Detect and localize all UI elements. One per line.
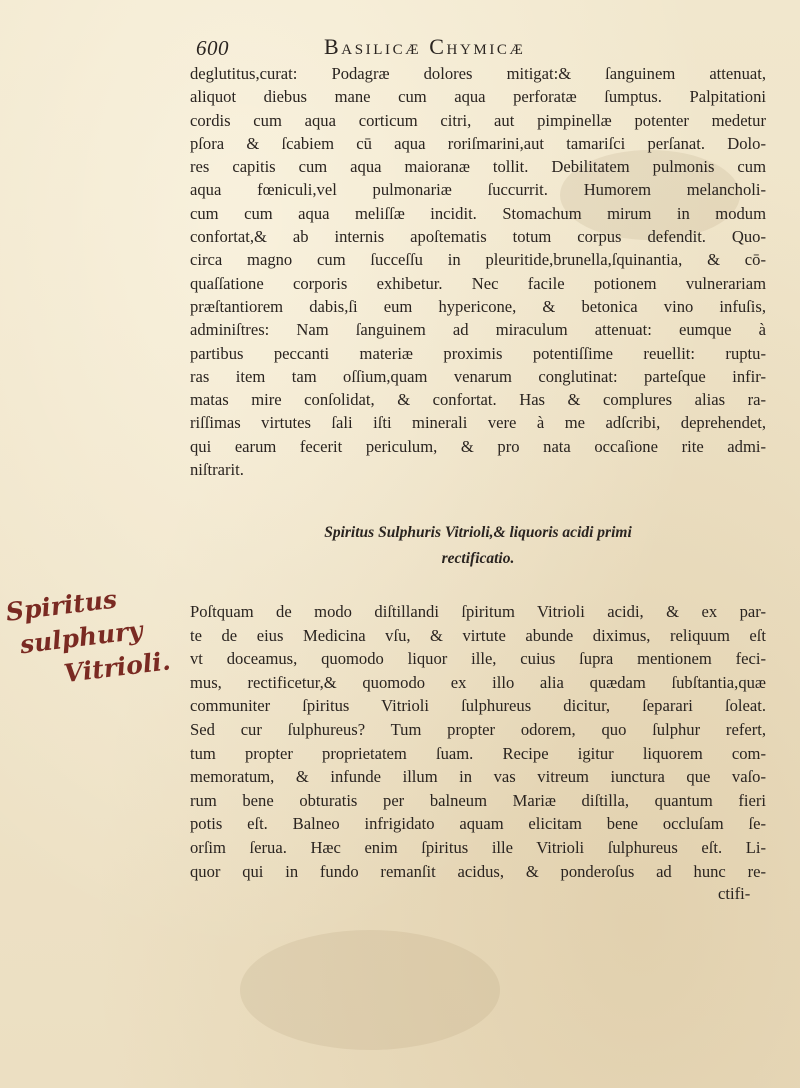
section-heading-line: Spiritus Sulphuris Vitrioli,& liquoris acidi primi	[324, 524, 632, 541]
text-line: quor qui in fundo remanſit acidus, & ponderoſus ad hunc re-	[190, 861, 766, 881]
text-line: partibus peccanti materiæ proximis potentiſſime reuellit: ruptu-	[190, 343, 766, 363]
text-line: præſtantiorem dabis,ſi eum hypericone, & betonica vino infuſis,	[190, 296, 766, 316]
text-line: potis eſt. Balneo infrigidato aquam elicitam bene occluſam ſe-	[190, 814, 766, 834]
text-line: orſim ſerua. Hæc enim ſpiritus ille Vitrioli ſulphureus eſt. Li-	[190, 837, 766, 857]
text-line: te de eius Medicina vſu, & virtute abunde diximus, reliquum eſt	[190, 625, 766, 645]
text-line: ras item tam oſſium,quam venarum conglutinat: parteſque infir-	[190, 366, 766, 386]
text-line: aliquot diebus mane cum aqua perforatæ ſumptus. Palpitationi	[190, 87, 766, 107]
text-line: Sed cur ſulphureus? Tum propter odorem, quo ſulphur refert,	[190, 719, 766, 739]
paragraph-2	[190, 600, 766, 883]
text-line: res capitis cum aqua maioranæ tollit. Debilitatem pulmonis cum	[190, 157, 766, 177]
text-line: cum cum aqua meliſſæ incidit. Stomachum mirum in modum	[190, 203, 766, 223]
text-line: communiter ſpiritus Vitrioli ſulphureus dicitur, ſeparari ſoleat.	[190, 696, 766, 716]
page-header	[192, 34, 622, 64]
text-line: aqua fœniculi,vel pulmonariæ ſuccurrit. Humorem melancholi-	[190, 180, 766, 200]
text-line: mus, rectificetur,& quomodo ex illo alia quædam ſubſtantia,quæ	[190, 672, 766, 692]
text-line: riſſimas virtutes ſali iſti minerali vere à me adſcribi, deprehendet,	[190, 413, 766, 433]
text-line: Poſtquam de modo diſtillandi ſpiritum Vitrioli acidi, & ex par-	[190, 602, 766, 621]
text-line: tum propter proprietatem ſuam. Recipe igitur liquorem com-	[190, 743, 766, 763]
text-line: niſtrarit.	[190, 460, 244, 480]
marginal-note-line: sulphury	[18, 615, 145, 660]
text-line: pſora & ſcabiem cū aqua roriſmarini,aut tamariſci perſanat. Dolo-	[190, 133, 766, 153]
page-number: 600	[196, 36, 229, 60]
text-line: confortat,& ab internis apoſtematis totum corpus defendit. Quo-	[190, 227, 766, 247]
text-line: matas mire conſolidat, & confortat. Has & complures alias ra-	[190, 390, 766, 410]
text-line: cordis cum aqua corticum citri, aut pimpinellæ potenter medetur	[190, 110, 766, 130]
text-line: deglutitus,curat: Podagræ dolores mitigat:& ſanguinem attenuat,	[190, 64, 766, 83]
marginal-note-line: Spiritus	[4, 584, 119, 627]
text-line: adminiſtres: Nam ſanguinem ad miraculum attenuat: eumque à	[190, 320, 766, 340]
catchword: ctifi-	[718, 884, 751, 903]
running-title: Basilicæ Chymicæ	[324, 34, 526, 59]
text-line: memoratum, & infunde illum in vas vitreum iunctura que vaſo-	[190, 767, 766, 787]
paragraph-1	[190, 62, 766, 481]
text-line: qui earum fecerit periculum, & pro nata occaſione rite admi-	[190, 436, 766, 456]
paper-stain	[240, 930, 500, 1050]
text-line: rum bene obturatis per balneum Mariæ diſtilla, quantum fieri	[190, 790, 766, 810]
text-line: circa magno cum ſucceſſu in pleuritide,brunella,ſquinantia, & cō-	[190, 250, 766, 270]
text-line: vt doceamus, quomodo liquor ille, cuius ſupra mentionem feci-	[190, 649, 766, 669]
section-heading	[190, 520, 766, 572]
section-heading-line: rectificatio.	[441, 550, 515, 567]
text-line: quaſſatione corporis exhibetur. Nec facile potionem vulnerariam	[190, 273, 766, 293]
marginal-note-line: Vitrioli.	[62, 646, 172, 689]
handwritten-marginal-note	[4, 575, 185, 697]
